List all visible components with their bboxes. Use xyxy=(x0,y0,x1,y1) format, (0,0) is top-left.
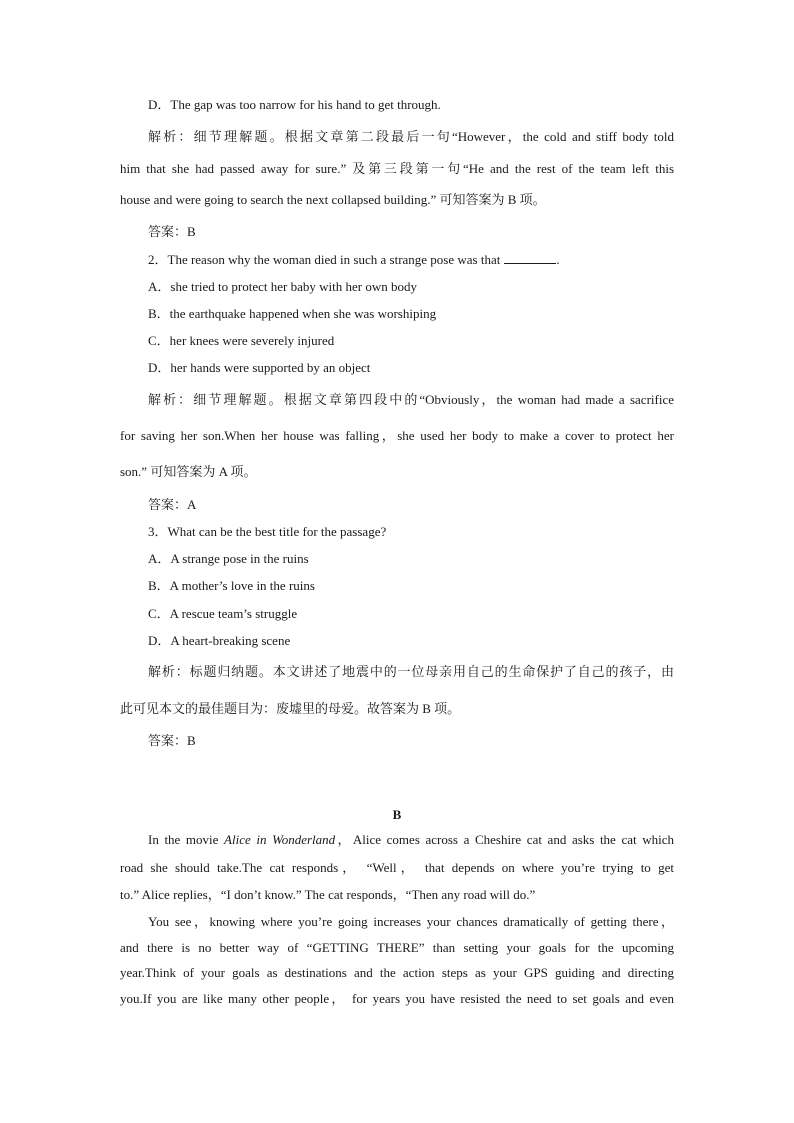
q3-option-c: C．A rescue team’s struggle xyxy=(148,606,298,621)
passage-b-p1-line-1 xyxy=(148,831,674,849)
q3-option-d: D．A heart-breaking scene xyxy=(148,633,291,648)
passage-b-p1-pre: In the movie xyxy=(148,832,225,847)
q3-option-b: B．A mother’s love in the ruins xyxy=(148,578,315,593)
q2-stem-end: . xyxy=(556,252,560,267)
q2-stem xyxy=(148,251,674,269)
passage-b-p2-line-1: You see，knowing where you’re going increases your chances dramatically of getting there， xyxy=(148,914,674,929)
q2-stem-text: 2．The reason why the woman died in such a strange pose was that xyxy=(148,252,501,267)
q2-analysis-line-3: son.” 可知答案为 A 项。 xyxy=(120,464,257,479)
answer-blank xyxy=(504,251,556,264)
passage-b-p1-line-2: road she should take.The cat responds， “Well， that depends on where you’re trying to get xyxy=(120,860,674,875)
movie-title: Alice in Wonderland xyxy=(224,832,336,847)
q3-answer: 答案：B xyxy=(148,733,196,748)
q1-analysis-line-3: house and were going to search the next collapsed building.” 可知答案为 B 项。 xyxy=(120,192,546,207)
passage-b-p1-line-3: to.” Alice replies，“I don’t know.” The cat responds，“Then any road will do.” xyxy=(120,887,536,902)
passage-b-p2-line-4: you.If you are like many other people， for years you have resisted the need to set goals and even xyxy=(120,991,674,1006)
q1-analysis-line-2: him that she had passed away for sure.” 及第三段第一句“He and the rest of the team left this xyxy=(120,161,674,176)
q2-analysis-line-2: for saving her son.When her house was falling，she used her body to make a cover to protect her xyxy=(120,428,674,443)
q2-option-d: D．her hands were supported by an object xyxy=(148,360,371,375)
q3-stem: 3．What can be the best title for the passage? xyxy=(148,524,387,539)
q2-answer: 答案：A xyxy=(148,497,197,512)
q2-option-b: B．the earthquake happened when she was worshiping xyxy=(148,306,437,321)
q3-analysis-line-2: 此可见本文的最佳题目为：废墟里的母爱。故答案为 B 项。 xyxy=(120,701,461,716)
q1-option-d: D．The gap was too narrow for his hand to get through. xyxy=(148,97,441,112)
passage-b-heading: B xyxy=(392,807,402,822)
q2-analysis-line-1: 解析：细节理解题。根据文章第四段中的“Obviously，the woman had made a sacrifice xyxy=(148,392,674,407)
q1-analysis-line-1: 解析：细节理解题。根据文章第二段最后一句“However，the cold and stiff body told xyxy=(148,129,674,144)
q1-answer: 答案：B xyxy=(148,224,196,239)
passage-b-p1-post: ，Alice comes across a Cheshire cat and asks the cat which xyxy=(335,832,674,847)
q2-option-a: A．she tried to protect her baby with her own body xyxy=(148,279,417,294)
q3-analysis-line-1: 解析：标题归纳题。本文讲述了地震中的一位母亲用自己的生命保护了自己的孩子，由 xyxy=(148,664,674,679)
passage-b-p2-line-2: and there is no better way of “GETTING THERE” than setting your goals for the upcoming xyxy=(120,940,674,955)
q2-option-c: C．her knees were severely injured xyxy=(148,333,335,348)
q3-option-a: A．A strange pose in the ruins xyxy=(148,551,309,566)
passage-b-p2-line-3: year.Think of your goals as destinations and the action steps as your GPS guiding and directing xyxy=(120,965,674,980)
